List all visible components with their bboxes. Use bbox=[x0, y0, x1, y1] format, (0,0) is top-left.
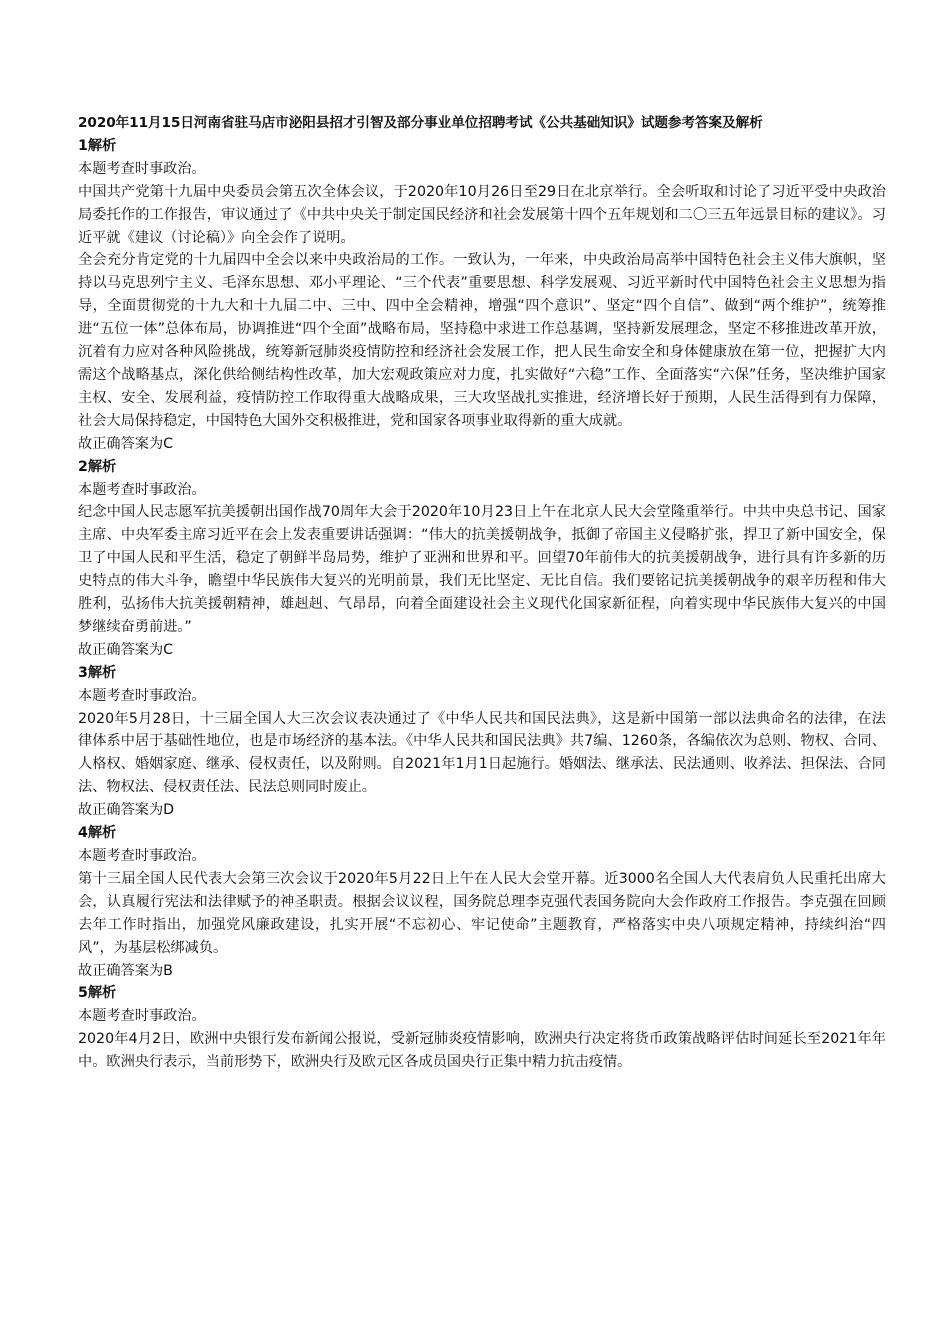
section-answer: 故正确答案为B bbox=[78, 962, 173, 979]
document-page bbox=[78, 112, 886, 1074]
section-paragraph: 2020年4月2日，欧洲中央银行发布新闻公报说，受新冠肺炎疫情影响，欧洲央行决定将货币政策战略评估时间延长至2021年年中。欧洲央行表示，当前形势下，欧洲央行及欧元区各成员国央行正集中精力抗击疫情。 bbox=[78, 1031, 886, 1071]
section-heading: 4解析 bbox=[78, 825, 117, 842]
section-paragraph: 2020年5月28日，十三届全国人大三次会议表决通过了《中华人民共和国民法典》，这是新中国第一部以法典命名的法律，在法律体系中居于基础性地位，也是市场经济的基本法。《中华人民共和国民法典》共7编、1260条，各编依次为总则、物权、合同、人格权、婚姻家庭、继承、侵权责任，以及附则。自2021年1月1日起施行。婚姻法、继承法、民法通则、收养法、担保法、合同法、物权法、侵权责任法、民法总则同时废止。 bbox=[78, 710, 886, 796]
section-intro: 本题考查时事政治。 bbox=[78, 848, 206, 864]
section-answer: 故正确答案为C bbox=[78, 435, 174, 452]
document-title: 2020年11月15日河南省驻马店市泌阳县招才引智及部分事业单位招聘考试《公共基础知识》试题参考答案及解析 bbox=[78, 115, 763, 131]
section-heading: 3解析 bbox=[78, 664, 117, 681]
section-paragraph: 中国共产党第十九届中央委员会第五次全体会议，于2020年10月26日至29日在北京举行。全会听取和讨论了习近平受中央政治局委托作的工作报告，审议通过了《中共中央关于制定国民经济和社会发展第十四个五年规划和二〇三五年远景目标的建议》。习近平就《建议（讨论稿）》向全会作了说明。 bbox=[78, 183, 886, 246]
section-intro: 本题考查时事政治。 bbox=[78, 1008, 206, 1025]
section-heading: 1解析 bbox=[78, 137, 117, 154]
section-intro: 本题考查时事政治。 bbox=[78, 687, 206, 704]
section-paragraph: 第十三届全国人民代表大会第三次会议于2020年5月22日上午在人民大会堂开幕。近3000名全国人大代表肩负人民重托出席大会，认真履行宪法和法律赋予的神圣职责。根据会议议程，国务院总理李克强代表国务院向大会作政府工作报告。李克强在回顾去年工作时指出，加强党风廉政建设，扎实开展“不忘初心、牢记使命”主题教育，严格落实中央八项规定精神，持续纠治“四风”，为基层松绑减负。 bbox=[78, 870, 886, 956]
section-answer: 故正确答案为C bbox=[78, 641, 174, 658]
section-paragraph: 纪念中国人民志愿军抗美援朝出国作战70周年大会于2020年10月23日上午在北京人民大会堂隆重举行。中共中央总书记、国家主席、中央军委主席习近平在会上发表重要讲话强调：“伟大的抗美援朝战争，抵御了帝国主义侵略扩张，捍卫了新中国安全，保卫了中国人民和平生活，稳定了朝鲜半岛局势，维护了亚洲和世界和平。回望70年前伟大的抗美援朝战争，进行具有许多新的历史特点的伟大斗争，瞻望中华民族伟大复兴的光明前景，我们无比坚定、无比自信。我们要铭记抗美援朝战争的艰辛历程和伟大胜利，弘扬伟大抗美援朝精神，雄赳赳、气昂昂，向着全面建设社会主义现代化国家新征程，向着实现中华民族伟大复兴的中国梦继续奋勇前进。” bbox=[78, 504, 886, 635]
section-intro: 本题考查时事政治。 bbox=[78, 160, 206, 177]
section-intro: 本题考查时事政治。 bbox=[78, 481, 206, 498]
section-heading: 2解析 bbox=[78, 458, 117, 475]
section-paragraph: 全会充分肯定党的十九届四中全会以来中央政治局的工作。一致认为，一年来，中央政治局高举中国特色社会主义伟大旗帜，坚持以马克思列宁主义、毛泽东思想、邓小平理论、“三个代表”重要思想、科学发展观、习近平新时代中国特色社会主义思想为指导，全面贯彻党的十九大和十九届二中、三中、四中全会精神，增强“四个意识”、坚定“四个自信”、做到“两个维护”，统筹推进“五位一体”总体布局，协调推进“四个全面”战略布局，坚持稳中求进工作总基调，坚持新发展理念，坚定不移推进改革开放，沉着有力应对各种风险挑战，统筹新冠肺炎疫情防控和经济社会发展工作，把人民生命安全和身体健康放在第一位，把握扩大内需这个战略基点，深化供给侧结构性改革，加大宏观政策应对力度，扎实做好“六稳”工作、全面落实“六保”任务，坚决维护国家主权、安全、发展利益，疫情防控工作取得重大战略成果，三大攻坚战扎实推进，经济增长好于预期，人民生活得到有力保障，社会大局保持稳定，中国特色大国外交积极推进，党和国家各项事业取得新的重大成就。 bbox=[78, 252, 886, 429]
section-answer: 故正确答案为D bbox=[78, 802, 175, 819]
section-heading: 5解析 bbox=[78, 985, 117, 1002]
